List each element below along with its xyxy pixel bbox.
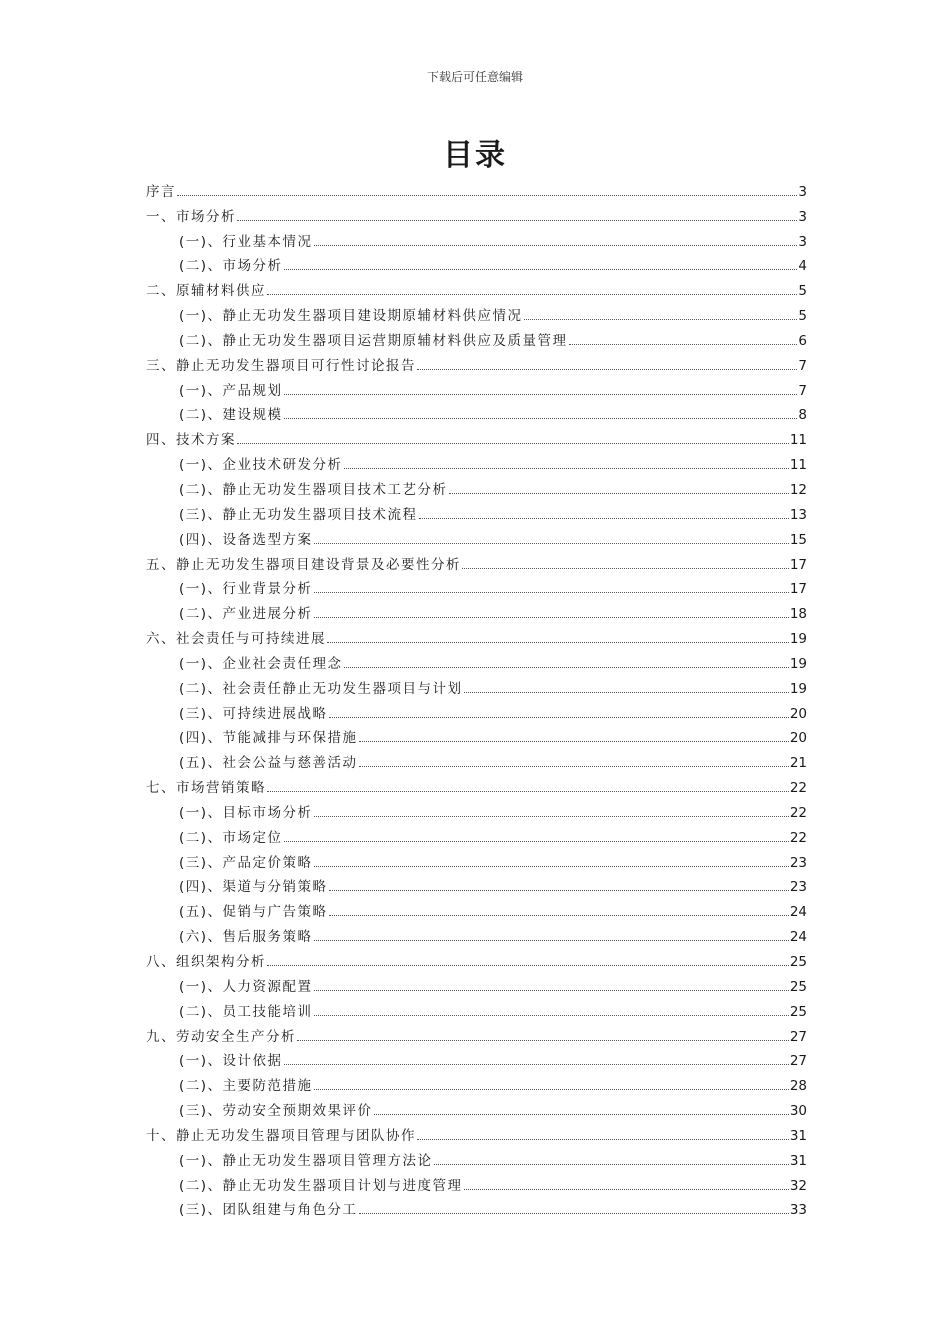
toc-entry-label: (四)、设备选型方案: [179, 531, 313, 548]
toc-dot-leader: [284, 269, 798, 270]
toc-dot-leader: [314, 617, 789, 618]
table-of-contents: [146, 175, 807, 1218]
toc-dot-leader: [449, 493, 789, 494]
toc-entry[interactable]: [146, 1144, 807, 1169]
toc-entry-page-number: 4: [798, 258, 807, 275]
toc-entry-label: (二)、主要防范措施: [179, 1078, 313, 1095]
toc-entry-label: (三)、可持续进展战略: [179, 705, 328, 722]
toc-entry-label: (一)、行业背景分析: [179, 581, 313, 598]
toc-dot-leader: [359, 741, 789, 742]
toc-entry-label: (二)、静止无功发生器项目技术工艺分析: [179, 481, 448, 498]
toc-entry[interactable]: [146, 920, 807, 945]
toc-entry[interactable]: [146, 1169, 807, 1194]
toc-entry[interactable]: [146, 250, 807, 275]
toc-entry-label: (一)、行业基本情况: [179, 233, 313, 250]
toc-entry-label: 十、静止无功发生器项目管理与团队协作: [146, 1127, 416, 1144]
toc-dot-leader: [314, 543, 789, 544]
toc-entry-page-number: 20: [789, 730, 807, 747]
toc-dot-leader: [284, 394, 798, 395]
toc-dot-leader: [374, 1114, 789, 1115]
toc-entry[interactable]: [146, 1094, 807, 1119]
toc-dot-leader: [419, 518, 789, 519]
toc-dot-leader: [434, 1164, 789, 1165]
toc-entry-page-number: 8: [798, 407, 807, 424]
toc-entry-label: (四)、渠道与分销策略: [179, 879, 328, 896]
toc-entry-page-number: 19: [789, 680, 807, 697]
toc-entry-page-number: 28: [789, 1078, 807, 1095]
toc-entry-page-number: 31: [789, 1152, 807, 1169]
toc-dot-leader: [464, 1189, 789, 1190]
toc-entry[interactable]: [146, 299, 807, 324]
toc-entry-page-number: 22: [789, 804, 807, 821]
toc-entry[interactable]: [146, 374, 807, 399]
toc-entry[interactable]: [146, 473, 807, 498]
toc-dot-leader: [314, 990, 789, 991]
toc-dot-leader: [329, 915, 789, 916]
toc-dot-leader: [297, 1040, 789, 1041]
toc-dot-leader: [314, 1089, 789, 1090]
toc-entry-page-number: 30: [789, 1103, 807, 1120]
toc-entry-page-number: 5: [798, 308, 807, 325]
toc-entry-page-number: 3: [798, 183, 807, 200]
toc-entry-label: (六)、售后服务策略: [179, 929, 313, 946]
toc-dot-leader: [344, 468, 789, 469]
toc-entry-label: (五)、社会公益与慈善活动: [179, 755, 358, 772]
toc-dot-leader: [464, 692, 789, 693]
toc-entry-label: (一)、企业技术研发分析: [179, 457, 343, 474]
toc-dot-leader: [314, 940, 789, 941]
toc-entry-page-number: 32: [789, 1177, 807, 1194]
toc-entry[interactable]: [146, 821, 807, 846]
toc-entry-page-number: 19: [789, 655, 807, 672]
toc-dot-leader: [267, 965, 789, 966]
toc-entry-page-number: 19: [789, 631, 807, 648]
toc-entry-page-number: 24: [789, 929, 807, 946]
toc-entry[interactable]: [146, 1069, 807, 1094]
toc-entry-label: 八、组织架构分析: [146, 954, 266, 970]
toc-dot-leader: [359, 766, 789, 767]
toc-dot-leader: [237, 220, 797, 221]
toc-entry-label: (一)、企业社会责任理念: [179, 655, 343, 672]
toc-entry[interactable]: [146, 697, 807, 722]
toc-entry-label: (一)、静止无功发生器项目管理方法论: [179, 1152, 433, 1169]
toc-entry-page-number: 17: [789, 556, 807, 573]
toc-entry-page-number: 27: [789, 1028, 807, 1045]
toc-entry-label: (二)、市场分析: [179, 258, 283, 275]
toc-entry-page-number: 7: [798, 357, 807, 374]
toc-entry-label: (五)、促销与广告策略: [179, 904, 328, 921]
toc-dot-leader: [314, 1015, 789, 1016]
toc-entry[interactable]: [146, 622, 807, 647]
page-title: 目录: [443, 138, 507, 173]
toc-entry[interactable]: [146, 746, 807, 771]
toc-entry[interactable]: [146, 423, 807, 448]
toc-entry-page-number: 18: [789, 606, 807, 623]
toc-entry-label: 一、市场分析: [146, 208, 236, 225]
toc-entry-page-number: 13: [789, 506, 807, 523]
toc-entry-label: (三)、静止无功发生器项目技术流程: [179, 506, 418, 523]
toc-entry-page-number: 20: [789, 705, 807, 722]
toc-entry-label: (二)、社会责任静止无功发生器项目与计划: [179, 680, 463, 697]
toc-entry-label: (一)、目标市场分析: [179, 804, 313, 821]
toc-entry[interactable]: [146, 995, 807, 1020]
toc-entry-label: (四)、节能减排与环保措施: [179, 730, 358, 747]
toc-entry-label: 五、静止无功发生器项目建设背景及必要性分析: [146, 556, 461, 573]
toc-entry-label: (二)、建设规模: [179, 407, 283, 424]
toc-entry[interactable]: [146, 846, 807, 871]
toc-dot-leader: [569, 344, 798, 345]
toc-dot-leader: [267, 294, 797, 295]
toc-entry[interactable]: [146, 399, 807, 424]
toc-entry-label: (二)、静止无功发生器项目运营期原辅材料供应及质量管理: [179, 332, 568, 349]
header-note: 下载后可任意编辑: [426, 70, 523, 84]
toc-entry[interactable]: [146, 225, 807, 250]
toc-dot-leader: [327, 642, 789, 643]
toc-entry-label: (三)、劳动安全预期效果评价: [179, 1103, 373, 1120]
toc-entry[interactable]: [146, 548, 807, 573]
toc-entry[interactable]: [146, 573, 807, 598]
toc-entry[interactable]: [146, 175, 807, 200]
toc-dot-leader: [329, 890, 789, 891]
toc-dot-leader: [284, 1064, 789, 1065]
toc-dot-leader: [417, 369, 797, 370]
toc-entry-label: (一)、设计依据: [179, 1053, 283, 1070]
toc-entry-label: (三)、产品定价策略: [179, 854, 313, 871]
toc-entry[interactable]: [146, 722, 807, 747]
toc-entry[interactable]: [146, 274, 807, 299]
toc-entry-page-number: 25: [789, 954, 807, 970]
toc-entry-page-number: 31: [789, 1127, 807, 1144]
toc-dot-leader: [284, 841, 789, 842]
toc-entry-page-number: 27: [789, 1053, 807, 1070]
toc-dot-leader: [329, 717, 789, 718]
toc-entry-page-number: 12: [789, 481, 807, 498]
toc-entry[interactable]: [146, 1194, 807, 1219]
toc-entry-label: (二)、静止无功发生器项目计划与进度管理: [179, 1177, 463, 1194]
toc-entry[interactable]: [146, 523, 807, 548]
toc-entry[interactable]: [146, 349, 807, 374]
toc-entry[interactable]: [146, 498, 807, 523]
toc-entry[interactable]: [146, 771, 807, 796]
toc-entry-label: 七、市场营销策略: [146, 780, 266, 797]
toc-entry-page-number: 11: [789, 432, 807, 449]
toc-dot-leader: [284, 418, 798, 419]
toc-entry-page-number: 24: [789, 904, 807, 921]
toc-entry[interactable]: [146, 324, 807, 349]
toc-entry-label: (一)、产品规划: [179, 382, 283, 399]
toc-entry-label: 四、技术方案: [146, 432, 236, 449]
toc-entry-label: 二、原辅材料供应: [146, 283, 266, 300]
toc-entry-page-number: 23: [789, 879, 807, 896]
toc-entry-label: (一)、静止无功发生器项目建设期原辅材料供应情况: [179, 308, 523, 325]
toc-entry-label: 序言: [146, 183, 176, 200]
toc-entry-page-number: 11: [789, 457, 807, 474]
toc-entry-label: (一)、人力资源配置: [179, 978, 313, 995]
toc-entry-page-number: 25: [789, 1003, 807, 1020]
toc-entry-page-number: 3: [798, 208, 807, 225]
toc-entry[interactable]: [146, 1020, 807, 1045]
toc-entry[interactable]: [146, 945, 807, 970]
toc-dot-leader: [314, 245, 798, 246]
toc-dot-leader: [237, 443, 789, 444]
toc-entry-page-number: 5: [798, 283, 807, 300]
toc-entry[interactable]: [146, 200, 807, 225]
toc-dot-leader: [314, 816, 789, 817]
toc-entry[interactable]: [146, 970, 807, 995]
toc-entry-page-number: 25: [789, 978, 807, 995]
toc-entry-page-number: 22: [789, 780, 807, 797]
toc-dot-leader: [462, 568, 789, 569]
toc-entry-label: 九、劳动安全生产分析: [146, 1028, 296, 1045]
toc-dot-leader: [344, 667, 789, 668]
toc-dot-leader: [417, 1139, 789, 1140]
toc-entry-label: (二)、产业进展分析: [179, 606, 313, 623]
toc-entry-label: 三、静止无功发生器项目可行性讨论报告: [146, 357, 416, 374]
toc-entry-page-number: 33: [789, 1202, 807, 1219]
toc-entry-label: (二)、员工技能培训: [179, 1003, 313, 1020]
toc-entry-page-number: 7: [798, 382, 807, 399]
toc-entry-page-number: 15: [789, 531, 807, 548]
toc-entry[interactable]: [146, 1045, 807, 1070]
toc-entry-page-number: 21: [789, 755, 807, 772]
toc-entry-label: 六、社会责任与可持续进展: [146, 631, 326, 648]
toc-dot-leader: [177, 195, 797, 196]
toc-entry-page-number: 6: [798, 332, 807, 349]
toc-entry-page-number: 17: [789, 581, 807, 598]
toc-dot-leader: [314, 866, 789, 867]
toc-entry[interactable]: [146, 1119, 807, 1144]
toc-entry[interactable]: [146, 871, 807, 896]
toc-entry[interactable]: [146, 672, 807, 697]
toc-entry-page-number: 22: [789, 829, 807, 846]
toc-entry-page-number: 23: [789, 854, 807, 871]
toc-entry[interactable]: [146, 448, 807, 473]
toc-dot-leader: [267, 791, 789, 792]
toc-entry[interactable]: [146, 647, 807, 672]
toc-dot-leader: [524, 319, 798, 320]
toc-entry-page-number: 3: [798, 233, 807, 250]
toc-entry[interactable]: [146, 597, 807, 622]
toc-entry-label: (三)、团队组建与角色分工: [179, 1202, 358, 1219]
toc-dot-leader: [359, 1213, 789, 1214]
toc-entry[interactable]: [146, 895, 807, 920]
toc-entry-label: (二)、市场定位: [179, 829, 283, 846]
toc-entry[interactable]: [146, 796, 807, 821]
toc-dot-leader: [314, 592, 789, 593]
